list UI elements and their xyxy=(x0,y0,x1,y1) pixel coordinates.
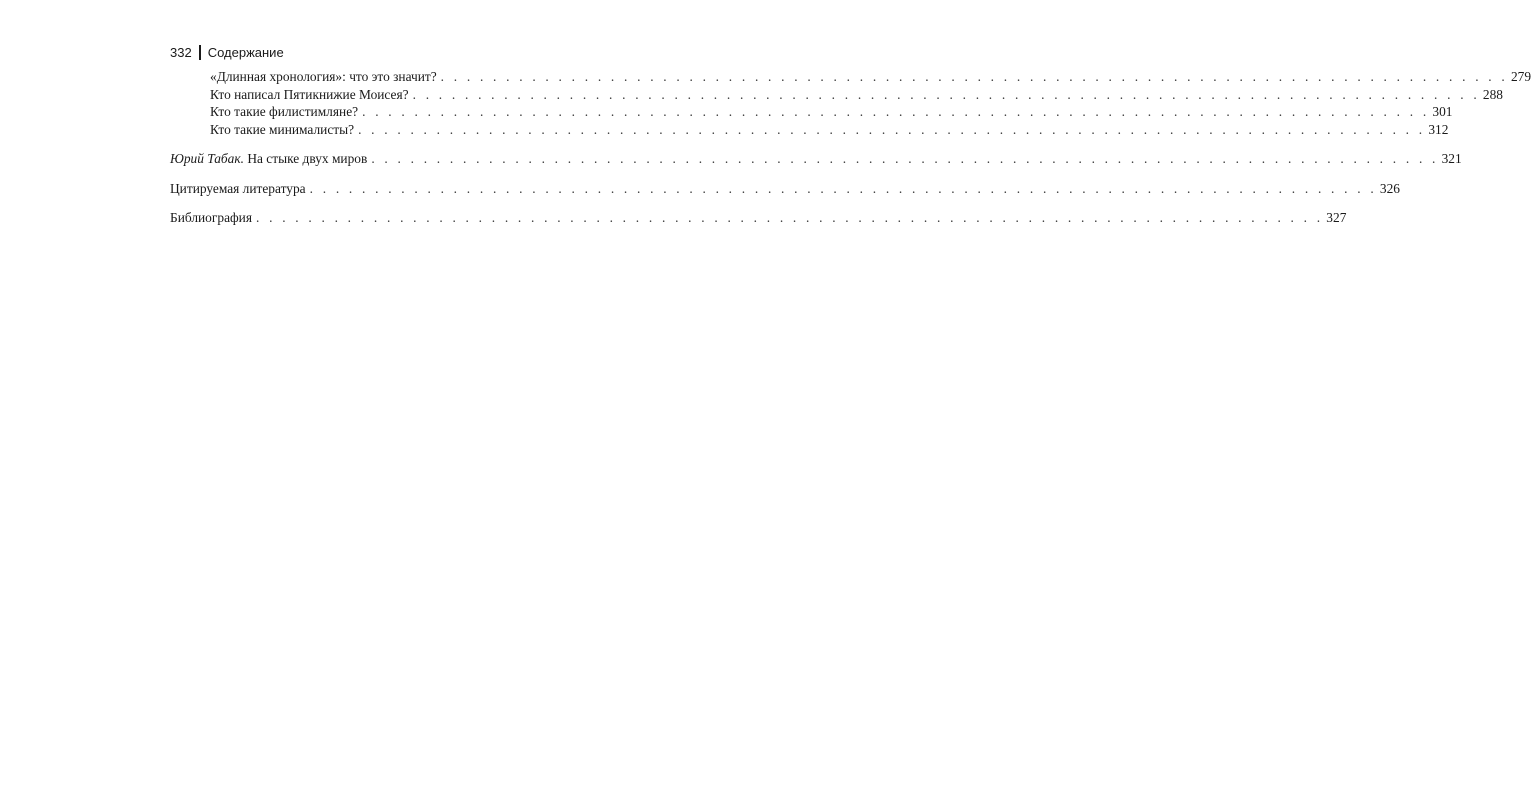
dot-leader: . . . . . . . . . . . . . . . . . . . . . . . . . . . . . . . . . . . . . . . . . . . . . . . . . . . . . . . . . . . . . . . . . . . . . . . . . . . . . . . . . . xyxy=(309,180,1377,196)
toc-entry-title: «Длинная хронология»: что это значит? xyxy=(210,69,437,84)
toc-entry-page: 321 xyxy=(1441,151,1462,166)
toc-entry-page: 288 xyxy=(1482,86,1503,102)
dot-leader: . . . . . . . . . . . . . . . . . . . . . . . . . . . . . . . . . . . . . . . . . . . . . . . . . . . . . . . . . . . . . . . . . . . . . . . . . . . . . . . . . . xyxy=(440,69,1508,84)
toc-entry-title xyxy=(170,150,367,168)
dot-leader: . . . . . . . . . . . . . . . . . . . . . . . . . . . . . . . . . . . . . . . . . . . . . . . . . . . . . . . . . . . . . . . . . . . . . . . . . . . . . . . . . . xyxy=(371,151,1439,166)
toc-entry[interactable] xyxy=(170,103,1453,121)
toc-entry-title: Библиография xyxy=(170,210,253,225)
section-title: Содержание xyxy=(207,44,284,60)
toc-entry-page: 279 xyxy=(1510,69,1531,84)
toc-entry-page: 327 xyxy=(1326,210,1347,225)
toc-entry-bibliography[interactable] xyxy=(170,209,1347,227)
toc-entry-cited-literature[interactable] xyxy=(170,180,1400,198)
toc-entry-title: Кто такие филистимляне? xyxy=(210,104,359,119)
toc-entry-article-title: На стыке двух миров xyxy=(247,151,368,166)
dot-leader: . . . . . . . . . . . . . . . . . . . . . . . . . . . . . . . . . . . . . . . . . . . . . . . . . . . . . . . . . . . . . . . . . . . . . . . . . . . . . . . . . . xyxy=(358,121,1426,137)
toc-entry-title: Кто такие минималисты? xyxy=(210,121,355,137)
toc-entry-title: Кто написал Пятикнижие Моисея? xyxy=(210,86,409,102)
toc-entry-author: Юрий Табак. xyxy=(170,151,244,166)
table-of-contents xyxy=(170,68,1531,227)
header-divider xyxy=(199,45,201,60)
toc-entry[interactable] xyxy=(170,86,1503,104)
dot-leader: . . . . . . . . . . . . . . . . . . . . . . . . . . . . . . . . . . . . . . . . . . . . . . . . . . . . . . . . . . . . . . . . . . . . . . . . . . . . . . . . . . xyxy=(412,86,1480,102)
toc-entry[interactable] xyxy=(170,121,1449,139)
running-header xyxy=(170,42,284,62)
page-number: 332 xyxy=(170,44,192,60)
toc-entry[interactable] xyxy=(170,68,1531,86)
dot-leader: . . . . . . . . . . . . . . . . . . . . . . . . . . . . . . . . . . . . . . . . . . . . . . . . . . . . . . . . . . . . . . . . . . . . . . . . . . . . . . . . . . xyxy=(256,210,1324,225)
toc-entry-title: Цитируемая литература xyxy=(170,180,306,196)
toc-entry-article[interactable] xyxy=(170,150,1462,168)
toc-entry-page: 312 xyxy=(1428,121,1449,137)
dot-leader: . . . . . . . . . . . . . . . . . . . . . . . . . . . . . . . . . . . . . . . . . . . . . . . . . . . . . . . . . . . . . . . . . . . . . . . . . . . . . . . . . . xyxy=(362,104,1430,119)
toc-entry-page: 301 xyxy=(1432,104,1453,119)
toc-entry-page: 326 xyxy=(1379,180,1400,196)
